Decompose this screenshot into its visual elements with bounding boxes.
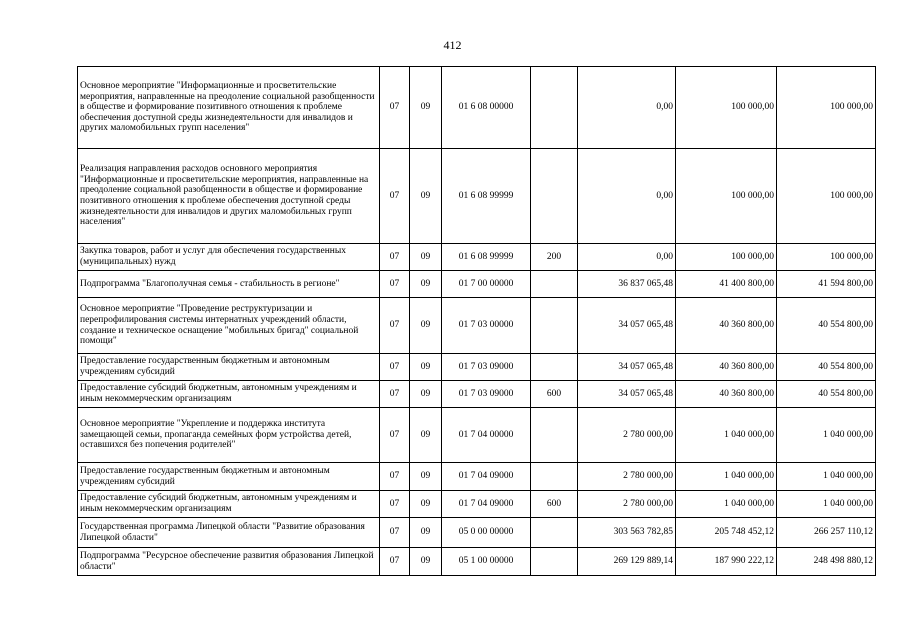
table-row	[78, 491, 876, 518]
amount-year-1: 303 563 782,85	[578, 518, 676, 548]
table-row	[78, 298, 876, 354]
expense-type-code	[531, 354, 578, 381]
row-name: Основное мероприятие "Проведение реструктуризации и перепрофилирования системы интернатных учреждений области, создание и техническое оснащение "мобильных бригад" социальной помощи"	[78, 298, 380, 354]
target-article-code: 01 7 03 09000	[442, 354, 531, 381]
expense-type-code	[531, 548, 578, 576]
subsection-code: 09	[410, 381, 442, 408]
amount-year-2: 40 360 800,00	[676, 354, 777, 381]
table-row	[78, 408, 876, 463]
amount-year-3: 248 498 880,12	[777, 548, 876, 576]
section-code: 07	[380, 298, 410, 354]
expense-type-code	[531, 408, 578, 463]
expense-type-code	[531, 271, 578, 298]
amount-year-1: 2 780 000,00	[578, 491, 676, 518]
table-row	[78, 518, 876, 548]
amount-year-2: 1 040 000,00	[676, 463, 777, 491]
section-code: 07	[380, 271, 410, 298]
amount-year-3: 100 000,00	[777, 244, 876, 271]
target-article-code: 01 6 08 00000	[442, 67, 531, 149]
amount-year-3: 40 554 800,00	[777, 298, 876, 354]
target-article-code: 01 7 00 00000	[442, 271, 531, 298]
amount-year-3: 1 040 000,00	[777, 408, 876, 463]
section-code: 07	[380, 518, 410, 548]
expense-type-code: 600	[531, 381, 578, 408]
subsection-code: 09	[410, 298, 442, 354]
section-code: 07	[380, 548, 410, 576]
target-article-code: 01 7 03 00000	[442, 298, 531, 354]
row-name: Закупка товаров, работ и услуг для обеспечения государственных (муниципальных) нужд	[78, 244, 380, 271]
table-row	[78, 354, 876, 381]
row-name: Предоставление субсидий бюджетным, автономным учреждениям и иным некоммерческим организациям	[78, 491, 380, 518]
subsection-code: 09	[410, 67, 442, 149]
amount-year-1: 0,00	[578, 67, 676, 149]
table-row	[78, 381, 876, 408]
target-article-code: 01 7 04 09000	[442, 463, 531, 491]
amount-year-2: 41 400 800,00	[676, 271, 777, 298]
amount-year-1: 34 057 065,48	[578, 298, 676, 354]
amount-year-3: 40 554 800,00	[777, 381, 876, 408]
row-name: Предоставление субсидий бюджетным, автономным учреждениям и иным некоммерческим организациям	[78, 381, 380, 408]
amount-year-3: 40 554 800,00	[777, 354, 876, 381]
table-row	[78, 271, 876, 298]
section-code: 07	[380, 67, 410, 149]
amount-year-1: 269 129 889,14	[578, 548, 676, 576]
amount-year-1: 34 057 065,48	[578, 354, 676, 381]
amount-year-3: 100 000,00	[777, 67, 876, 149]
target-article-code: 01 6 08 99999	[442, 244, 531, 271]
section-code: 07	[380, 463, 410, 491]
amount-year-2: 40 360 800,00	[676, 298, 777, 354]
table-row	[78, 548, 876, 576]
amount-year-3: 1 040 000,00	[777, 463, 876, 491]
subsection-code: 09	[410, 149, 442, 244]
expense-type-code	[531, 149, 578, 244]
expense-type-code: 200	[531, 244, 578, 271]
amount-year-2: 100 000,00	[676, 149, 777, 244]
row-name: Реализация направления расходов основного мероприятия "Информационные и просветительские мероприятия, направленные на преодоление социальной разобщенности в обществе и формирование позитивного отношения к проблеме обеспечения доступной среды жизнедеятельности для инвалидов и других маломобильных групп населения"	[78, 149, 380, 244]
subsection-code: 09	[410, 463, 442, 491]
section-code: 07	[380, 354, 410, 381]
target-article-code: 01 7 04 00000	[442, 408, 531, 463]
expense-type-code: 600	[531, 491, 578, 518]
table-row	[78, 67, 876, 149]
subsection-code: 09	[410, 271, 442, 298]
amount-year-3: 1 040 000,00	[777, 491, 876, 518]
target-article-code: 01 7 03 09000	[442, 381, 531, 408]
amount-year-2: 100 000,00	[676, 244, 777, 271]
amount-year-3: 100 000,00	[777, 149, 876, 244]
amount-year-2: 1 040 000,00	[676, 491, 777, 518]
amount-year-2: 1 040 000,00	[676, 408, 777, 463]
expense-type-code	[531, 298, 578, 354]
table-row	[78, 463, 876, 491]
amount-year-1: 2 780 000,00	[578, 408, 676, 463]
amount-year-3: 41 594 800,00	[777, 271, 876, 298]
row-name: Подпрограмма "Благополучная семья - стабильность в регионе"	[78, 271, 380, 298]
expense-type-code	[531, 518, 578, 548]
amount-year-1: 34 057 065,48	[578, 381, 676, 408]
target-article-code: 05 1 00 00000	[442, 548, 531, 576]
row-name: Предоставление государственным бюджетным и автономным учреждениям субсидий	[78, 354, 380, 381]
budget-table	[77, 66, 876, 576]
subsection-code: 09	[410, 518, 442, 548]
amount-year-2: 100 000,00	[676, 67, 777, 149]
subsection-code: 09	[410, 354, 442, 381]
section-code: 07	[380, 244, 410, 271]
target-article-code: 05 0 00 00000	[442, 518, 531, 548]
amount-year-1: 36 837 065,48	[578, 271, 676, 298]
amount-year-2: 40 360 800,00	[676, 381, 777, 408]
section-code: 07	[380, 491, 410, 518]
subsection-code: 09	[410, 491, 442, 518]
section-code: 07	[380, 381, 410, 408]
amount-year-3: 266 257 110,12	[777, 518, 876, 548]
table-row	[78, 244, 876, 271]
section-code: 07	[380, 408, 410, 463]
page-number: 412	[443, 38, 462, 52]
amount-year-2: 187 990 222,12	[676, 548, 777, 576]
row-name: Государственная программа Липецкой области "Развитие образования Липецкой области"	[78, 518, 380, 548]
target-article-code: 01 6 08 99999	[442, 149, 531, 244]
row-name: Предоставление государственным бюджетным и автономным учреждениям субсидий	[78, 463, 380, 491]
amount-year-1: 2 780 000,00	[578, 463, 676, 491]
amount-year-1: 0,00	[578, 149, 676, 244]
row-name: Основное мероприятие "Укрепление и поддержка института замещающей семьи, пропаганда семейных форм устройства детей, оставшихся без попечения родителей"	[78, 408, 380, 463]
row-name: Основное мероприятие "Информационные и просветительские мероприятия, направленные на преодоление социальной разобщенности в обществе и формирование позитивного отношения к проблеме обеспечения доступной среды жизнедеятельности для инвалидов и других маломобильных групп населения"	[78, 67, 380, 149]
table-row	[78, 149, 876, 244]
row-name: Подпрограмма "Ресурсное обеспечение развития образования Липецкой области"	[78, 548, 380, 576]
amount-year-2: 205 748 452,12	[676, 518, 777, 548]
subsection-code: 09	[410, 244, 442, 271]
expense-type-code	[531, 67, 578, 149]
amount-year-1: 0,00	[578, 244, 676, 271]
expense-type-code	[531, 463, 578, 491]
target-article-code: 01 7 04 09000	[442, 491, 531, 518]
subsection-code: 09	[410, 408, 442, 463]
subsection-code: 09	[410, 548, 442, 576]
section-code: 07	[380, 149, 410, 244]
